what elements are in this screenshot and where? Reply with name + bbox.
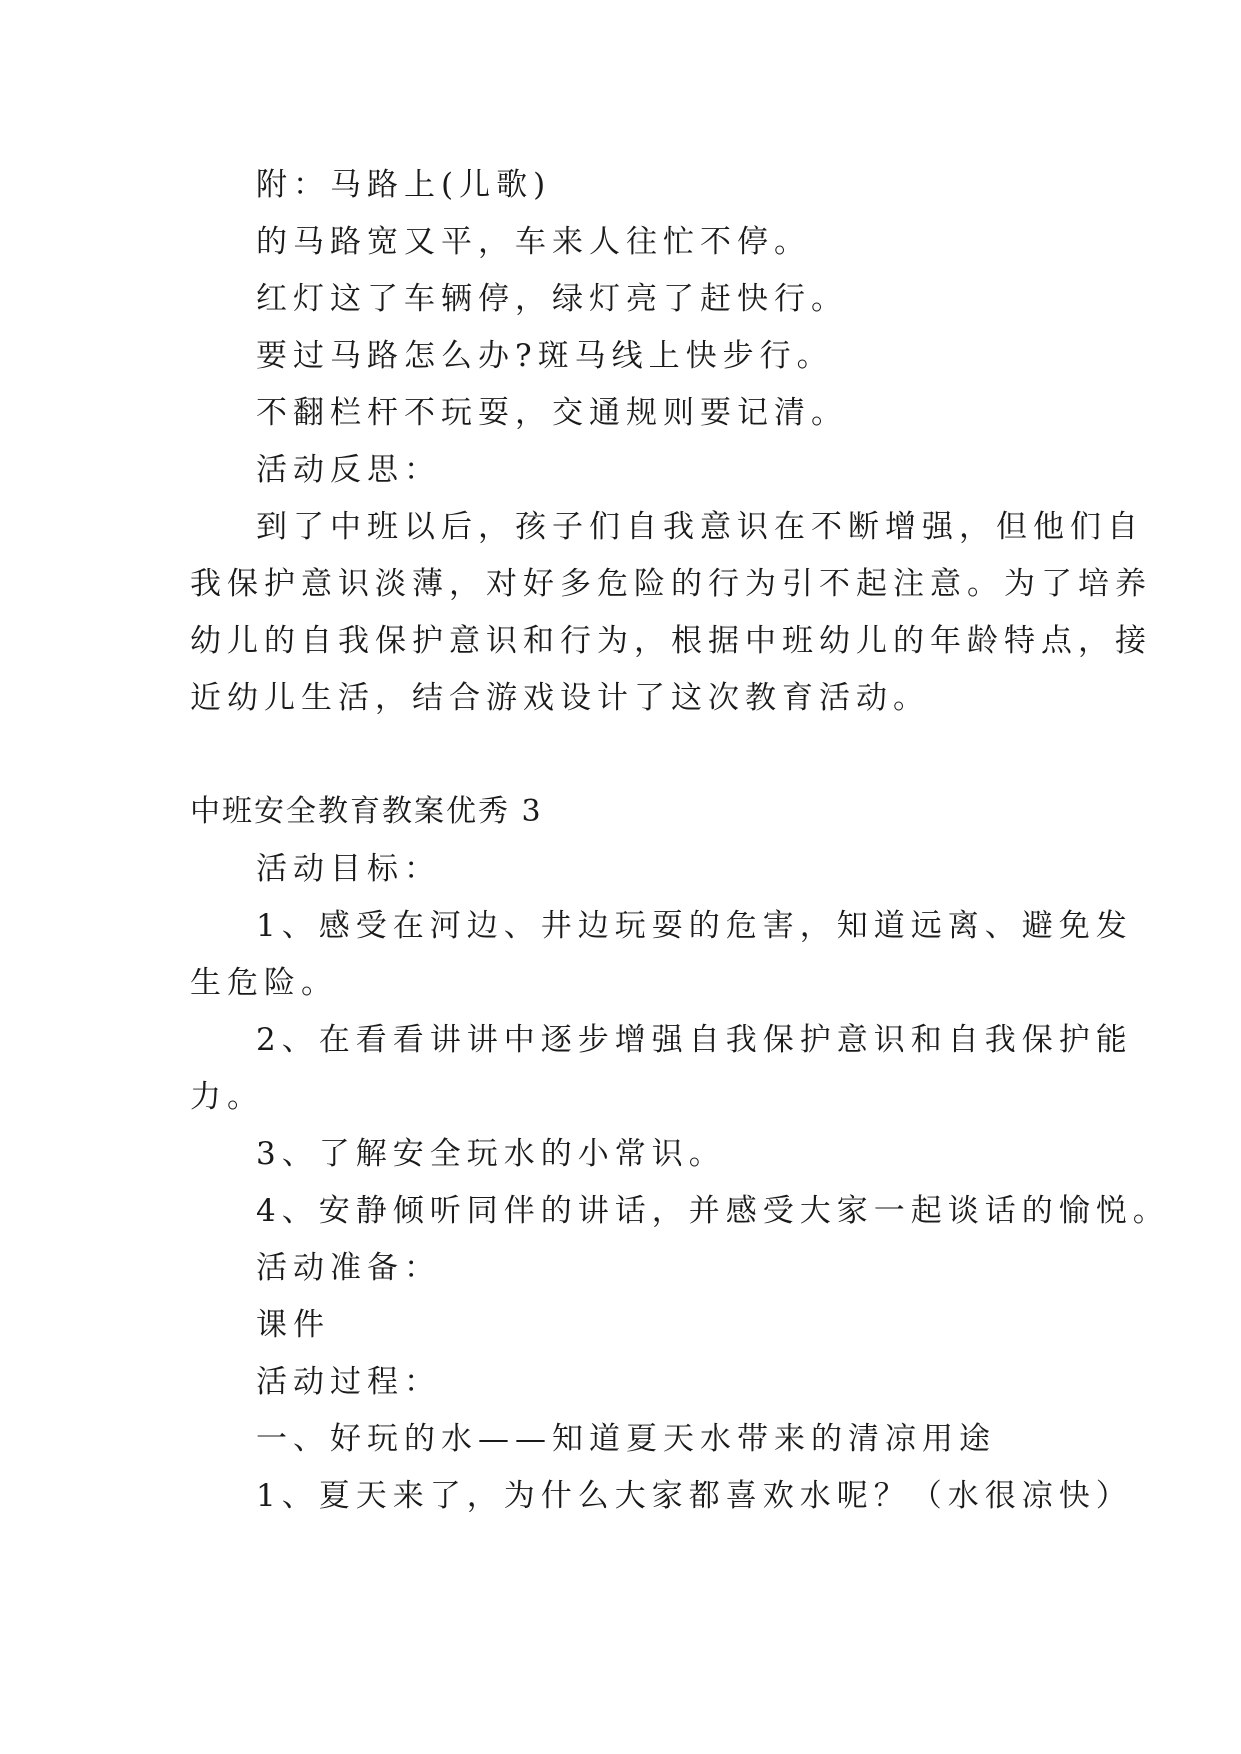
process-label: 活动过程： [256, 1364, 441, 1400]
reflection-paragraph-line: 幼儿的自我保护意识和行为，根据中班幼儿的年龄特点，接 [190, 623, 1152, 659]
goal-item-line: 生危险。 [190, 965, 338, 1001]
goal-item-line: 2、在看看讲讲中逐步增强自我保护意识和自我保护能 [256, 1022, 1133, 1058]
section-title: 中班安全教育教案优秀 3 [190, 794, 543, 829]
reflection-paragraph-line: 到了中班以后，孩子们自我意识在不断增强，但他们自 [256, 509, 1144, 545]
goal-item-line: 3、了解安全玩水的小常识。 [256, 1136, 726, 1172]
goals-label: 活动目标： [256, 851, 441, 887]
goal-item-line: 4、安静倾听同伴的讲话，并感受大家一起谈话的愉悦。 [256, 1193, 1170, 1229]
appendix-title: 附：马路上(儿歌) [256, 167, 552, 203]
song-line: 不翻栏杆不玩耍，交通规则要记清。 [256, 395, 848, 431]
song-line: 要过马路怎么办?斑马线上快步行。 [256, 338, 834, 374]
reflection-paragraph-line: 我保护意识淡薄，对好多危险的行为引不起注意。为了培养 [190, 566, 1152, 602]
process-step-title: 一、好玩的水——知道夏天水带来的清凉用途 [256, 1421, 996, 1457]
goal-item-line: 力。 [190, 1079, 264, 1115]
reflection-label: 活动反思： [256, 452, 441, 488]
prep-label: 活动准备： [256, 1250, 441, 1286]
reflection-paragraph-line: 近幼儿生活，结合游戏设计了这次教育活动。 [190, 680, 930, 716]
song-line: 的马路宽又平，车来人往忙不停。 [256, 224, 811, 260]
process-step-item: 1、夏天来了，为什么大家都喜欢水呢？（水很凉快） [256, 1478, 1133, 1514]
prep-item: 课件 [256, 1307, 330, 1343]
song-line: 红灯这了车辆停，绿灯亮了赶快行。 [256, 281, 848, 317]
goal-item-line: 1、感受在河边、井边玩耍的危害，知道远离、避免发 [256, 908, 1133, 944]
